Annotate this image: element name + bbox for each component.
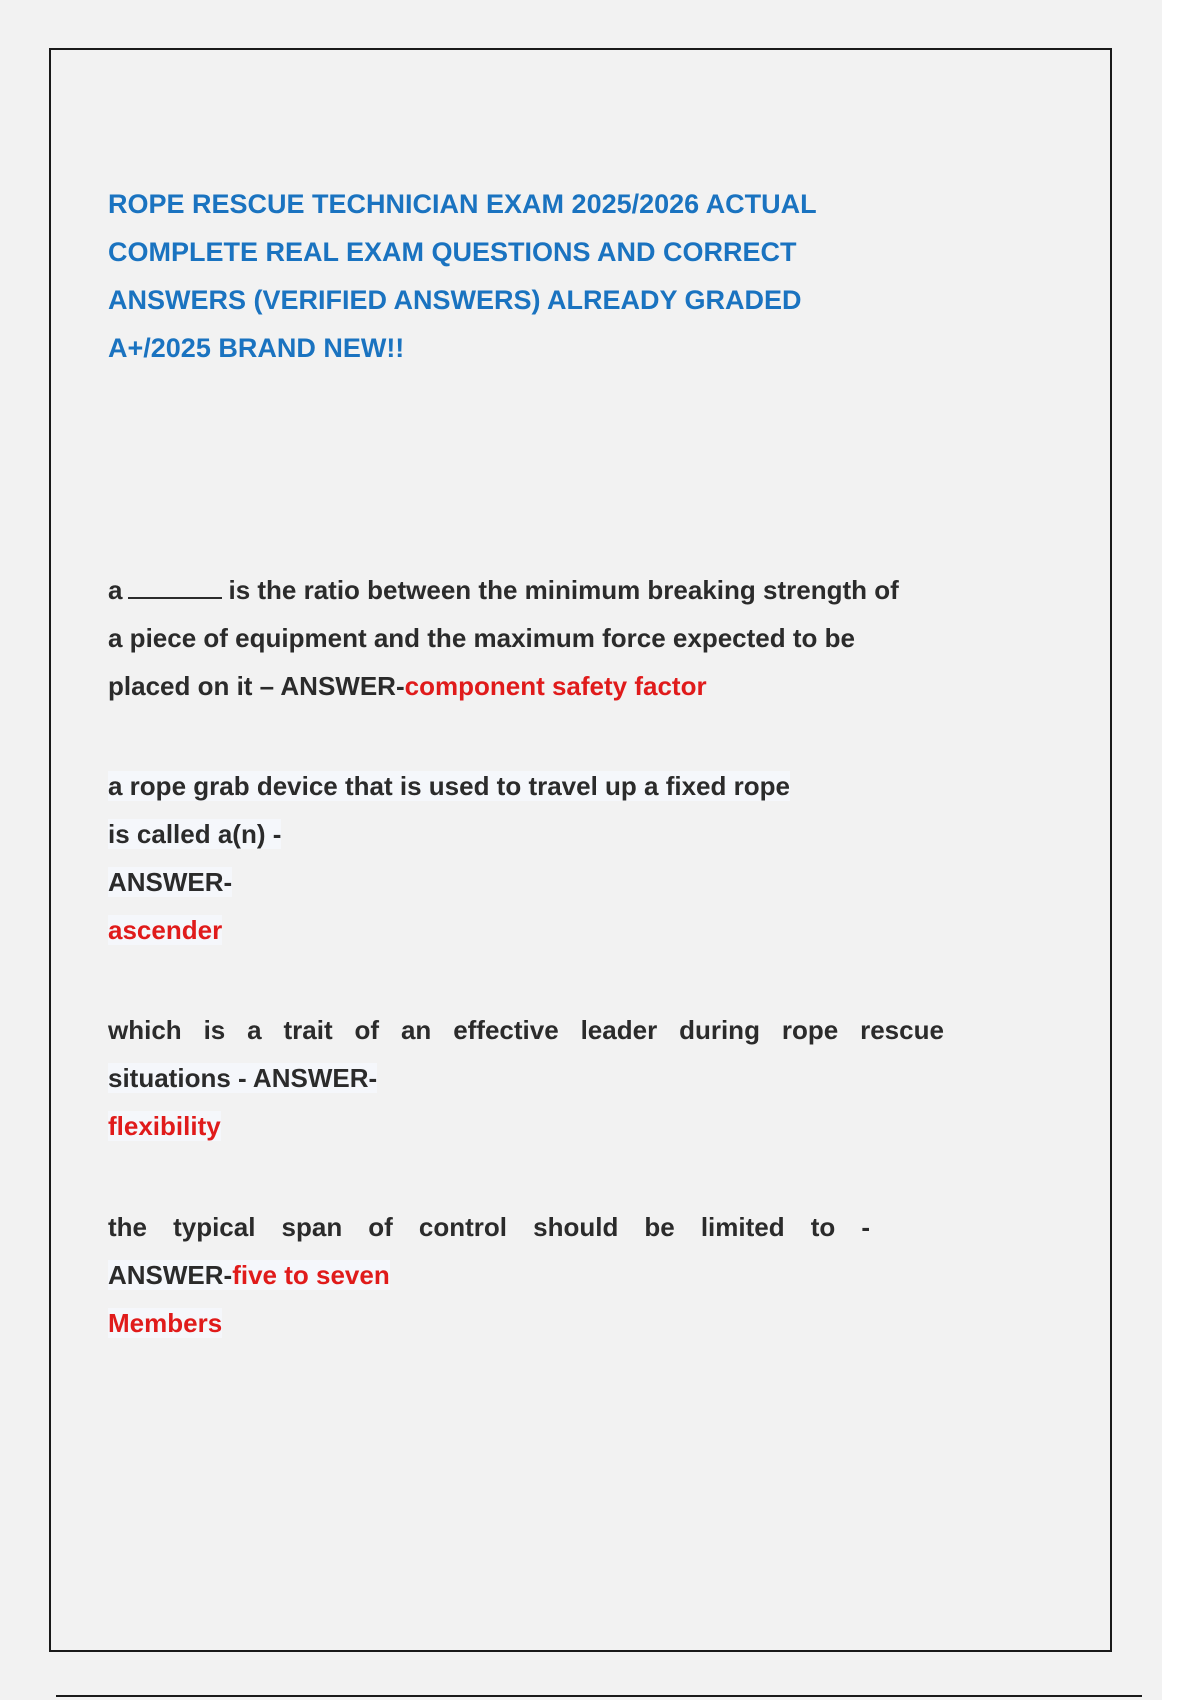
question-1-line-3: placed on it – ANSWER-component safety factor [108,671,707,701]
question-3-line-2: situations - ANSWER- [108,1063,378,1093]
question-3-line-1: which is a trait of an effective leader during rope rescue [108,1015,944,1045]
answer-4: five to seven [232,1260,390,1290]
document-title [108,180,928,372]
qa-item-4 [108,1203,870,1347]
question-4-line-2: ANSWER-five to seven [108,1260,390,1290]
answer-1: component safety factor [404,671,707,701]
answer-3: flexibility [108,1111,221,1141]
qa-item-3 [108,1006,944,1150]
question-4-line-1: the typical span of control should be limited to - [108,1212,870,1242]
question-2-line-1: a rope grab device that is used to travel up a fixed rope [108,771,790,801]
title-line-3: ANSWERS (VERIFIED ANSWERS) ALREADY GRADED [108,285,802,315]
question-4-line-3 [108,1299,870,1347]
question-2-line-3: ANSWER- [108,867,233,897]
qa-item-1 [108,566,899,710]
question-1-line-2: a piece of equipment and the maximum force expected to be [108,623,855,653]
title-line-2: COMPLETE REAL EXAM QUESTIONS AND CORRECT [108,237,797,267]
question-2-line-4 [108,906,790,954]
title-line-4: A+/2025 BRAND NEW!! [108,333,405,363]
question-1-line-1: a is the ratio between the minimum breaking strength of [108,566,899,614]
answer-2: ascender [108,915,223,945]
question-3-line-3 [108,1102,944,1150]
fill-in-blank [128,571,222,599]
title-line-1: ROPE RESCUE TECHNICIAN EXAM 2025/2026 ACTUAL [108,189,817,219]
margin-strip [1162,0,1200,1700]
bottom-divider [56,1695,1142,1697]
question-2-line-2: is called a(n) - [108,819,282,849]
qa-item-2 [108,762,790,954]
answer-4-continued: Members [108,1308,223,1338]
